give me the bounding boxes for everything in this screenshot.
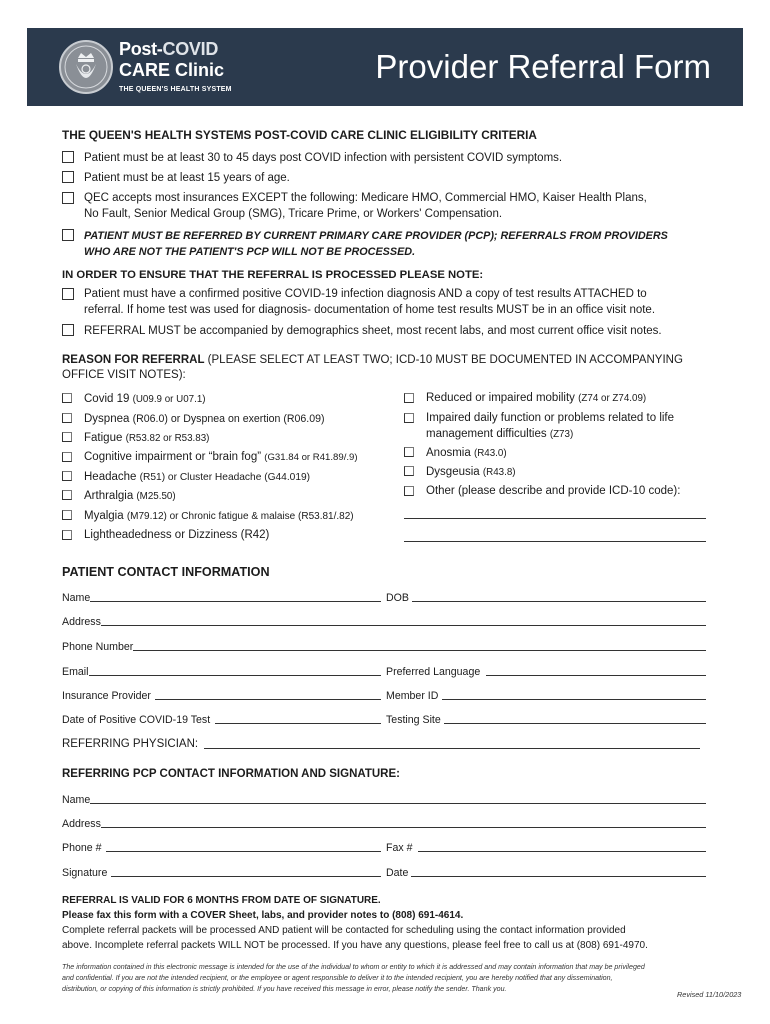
reason-checkbox[interactable] [62,413,72,423]
eligibility-checkbox-2[interactable] [62,171,74,183]
brand-name-line1: Post-COVID [119,39,219,59]
pcp-fax-field[interactable] [418,851,706,852]
reason-checkbox[interactable] [62,432,72,442]
reason-checkbox[interactable] [404,447,414,457]
reason-item: Myalgia (M79.12) or Chronic fatigue & malaise (R53.81/.82) [84,510,354,522]
ensure-checkbox-2[interactable] [62,324,74,336]
pcp-fax-label: Fax # [386,842,413,854]
patient-member-field[interactable] [442,699,706,700]
patient-name-field[interactable] [90,601,381,602]
disclaimer-line: and confidential. If you are not the intended recipient, or the employee or agent responsible to deliver it to the intended recipient, you are hereby notified that any dissemination, [62,974,613,982]
patient-address-field[interactable] [101,625,706,626]
reason-item: management difficulties (Z73) [426,428,574,440]
processing-note: above. Incomplete referral packets WILL NOT be processed. If you have any questions, please feel free to call us at (808) 691-4970. [62,940,648,951]
revision-date: Revised 11/10/2023 [677,990,742,999]
patient-testing-site-label: Testing Site [386,714,441,726]
patient-language-label: Preferred Language [386,666,481,678]
patient-insurance-field[interactable] [155,699,381,700]
reason-checkbox[interactable] [62,452,72,462]
pcp-phone-field[interactable] [106,851,381,852]
referral-validity-note: REFERRAL IS VALID FOR 6 MONTHS FROM DATE OF SIGNATURE. [62,895,381,906]
reason-checkbox[interactable] [404,466,414,476]
patient-dob-label: DOB [386,592,409,604]
reason-item: Covid 19 (U09.9 or U07.1) [84,393,206,405]
reason-checkbox[interactable] [62,530,72,540]
eligibility-item: WHO ARE NOT THE PATIENT'S PCP WILL NOT BE PROCESSED. [84,246,416,258]
reason-item: Dyspnea (R06.0) or Dyspnea on exertion (R06.09) [84,413,325,425]
pcp-signature-label: Signature [62,867,108,879]
ensure-item: referral. If home test was used for diagnosis- documentation of home test results MUST be in an office visit note. [84,304,656,316]
processing-note: Complete referral packets will be processed AND patient will be contacted for scheduling using the contact information provided [62,925,626,936]
reason-checkbox[interactable] [62,393,72,403]
disclaimer-line: distribution, or copying of this information is strictly prohibited. If you have received this message in error, please notify the sender. Thank you. [62,985,507,993]
referring-physician-field[interactable] [204,748,700,749]
ensure-item: REFERRAL MUST be accompanied by demographics sheet, most recent labs, and most current office visit notes. [84,325,662,337]
eligibility-checkbox-3[interactable] [62,192,74,204]
patient-phone-field[interactable] [133,650,706,651]
eligibility-checkbox-1[interactable] [62,151,74,163]
referring-physician-label: REFERRING PHYSICIAN: [62,738,199,750]
reason-item: Impaired daily function or problems related to life [426,412,675,424]
ensure-checkbox-1[interactable] [62,288,74,300]
pcp-heading: REFERRING PCP CONTACT INFORMATION AND SIGNATURE: [62,768,400,780]
reason-checkbox[interactable] [62,510,72,520]
pcp-name-field[interactable] [90,803,706,804]
eligibility-item: PATIENT MUST BE REFERRED BY CURRENT PRIMARY CARE PROVIDER (PCP); REFERRALS FROM PROVIDERS [84,230,668,242]
eligibility-item: Patient must be at least 15 years of age. [84,172,290,184]
pcp-date-field[interactable] [411,876,706,877]
reason-heading: REASON FOR REFERRAL (PLEASE SELECT AT LEAST TWO; ICD-10 MUST BE DOCUMENTED IN ACCOMPANYING [62,354,683,366]
fax-instructions: Please fax this form with a COVER Sheet, labs, and provider notes to (808) 691-4614. [62,910,464,921]
reason-heading-line2: OFFICE VISIT NOTES): [62,369,186,381]
pcp-phone-label: Phone # [62,842,102,854]
reason-checkbox[interactable] [404,413,414,423]
patient-covid-date-field[interactable] [215,723,381,724]
reason-item: Anosmia (R43.0) [426,447,507,459]
eligibility-item: QEC accepts most insurances EXCEPT the following: Medicare HMO, Commercial HMO, Kaiser Health Plans, [84,192,647,204]
patient-heading: PATIENT CONTACT INFORMATION [62,565,270,579]
patient-language-field[interactable] [486,675,706,676]
reason-checkbox[interactable] [62,471,72,481]
queens-crest-icon [59,40,113,94]
reason-item: Cognitive impairment or “brain fog” (G31.84 or R41.89/.9) [84,451,358,463]
reason-checkbox[interactable] [62,490,72,500]
patient-member-label: Member ID [386,690,439,702]
ensure-heading: IN ORDER TO ENSURE THAT THE REFERRAL IS PROCESSED PLEASE NOTE: [62,269,484,281]
pcp-name-label: Name [62,794,91,806]
other-description-line-1[interactable] [404,518,706,519]
eligibility-checkbox-4[interactable] [62,229,74,241]
reason-item: Fatigue (R53.82 or R53.83) [84,432,210,444]
reason-item: Arthralgia (M25.50) [84,490,176,502]
patient-email-field[interactable] [89,675,381,676]
reason-checkbox[interactable] [404,486,414,496]
form-title: Provider Referral Form [375,48,711,85]
pcp-address-label: Address [62,818,101,830]
form-header [27,28,743,106]
brand-name-line2: CARE Clinic [119,60,225,80]
other-description-line-2[interactable] [404,541,706,542]
brand-tagline: THE QUEEN'S HEALTH SYSTEM [119,86,232,93]
ensure-item: Patient must have a confirmed positive COVID-19 infection diagnosis AND a copy of test results ATTACHED to [84,288,647,300]
patient-insurance-label: Insurance Provider [62,690,151,702]
patient-covid-date-label: Date of Positive COVID-19 Test [62,714,211,726]
disclaimer-line: The information contained in this electronic message is intended for the use of the individual to whom or entity to which it is addressed and may contain information that may be privileged [62,963,645,971]
patient-phone-label: Phone Number [62,641,134,653]
patient-name-label: Name [62,592,91,604]
pcp-date-label: Date [386,867,409,879]
pcp-address-field[interactable] [101,827,706,828]
patient-testing-site-field[interactable] [444,723,706,724]
reason-item: Lightheadedness or Dizziness (R42) [84,529,270,541]
reason-item: Headache (R51) or Cluster Headache (G44.019) [84,471,311,483]
eligibility-item: Patient must be at least 30 to 45 days post COVID infection with persistent COVID symptoms. [84,152,563,164]
patient-address-label: Address [62,616,101,628]
reason-item: Other (please describe and provide ICD-10 code): [426,485,681,497]
eligibility-heading: THE QUEEN'S HEALTH SYSTEMS POST-COVID CARE CLINIC ELIGIBILITY CRITERIA [62,128,537,142]
reason-item: Reduced or impaired mobility (Z74 or Z74.09) [426,392,647,404]
eligibility-item: No Fault, Senior Medical Group (SMG), Tricare Prime, or Workers' Compensation. [84,208,503,220]
patient-dob-field[interactable] [412,601,706,602]
reason-item: Dysgeusia (R43.8) [426,466,516,478]
reason-checkbox[interactable] [404,393,414,403]
patient-email-label: Email [62,666,89,678]
pcp-signature-field[interactable] [111,876,381,877]
